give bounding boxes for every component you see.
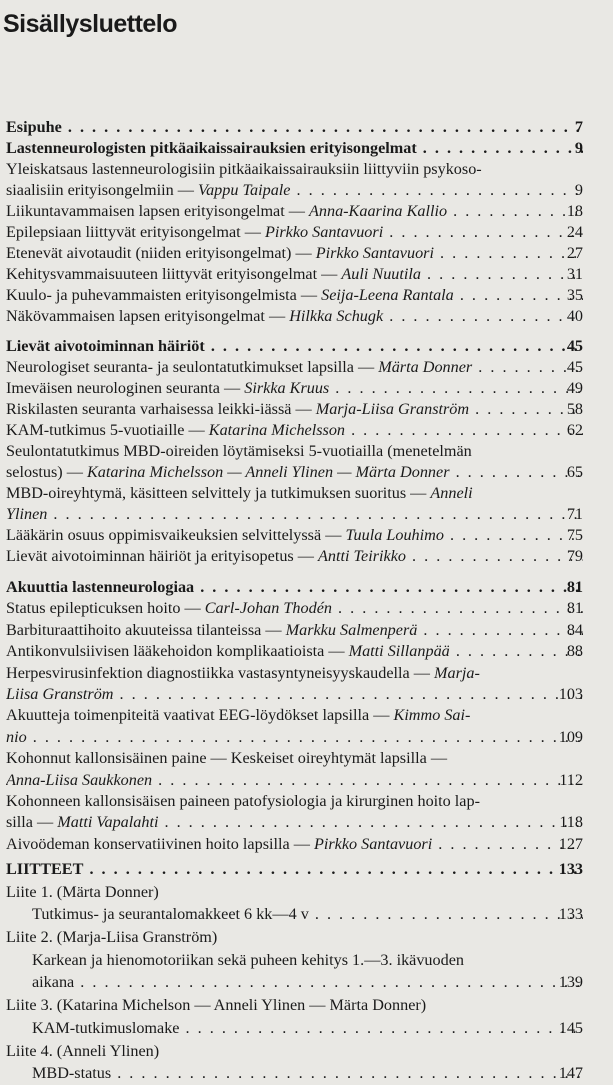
toc-entry [6,441,583,462]
toc-page-number: 7 [574,118,583,136]
toc-entry-author: Hilkka Schugk [289,307,384,325]
toc-entry [6,483,583,504]
toc-page-number: 45 [566,358,583,376]
toc-entry [6,1062,583,1085]
toc-entry-title: Liite 2. (Marja-Liisa Granström) [6,928,218,947]
toc-leader [27,728,583,746]
toc-entry [6,620,583,641]
toc-entry-author: Katarina Michelsson [208,421,346,439]
toc-page-number: 71 [566,505,583,523]
toc-entry-title: Etenevät aivotaudit (niiden erityisongelmat) — [6,244,316,262]
toc-entry-author: Marja- [434,663,480,682]
toc-entry-title: Näkövammaisen lapsen erityisongelmat — [6,307,290,325]
toc-page-number: 145 [558,1018,583,1037]
toc-entry [6,306,583,327]
toc-page-number: 88 [566,642,583,661]
toc-entry-author: Carl-Johan Thodén [204,599,332,618]
toc-entry-author: Tuula Louhimo [345,526,444,544]
toc-entry-title: Status epilepticuksen hoito — [6,599,205,618]
toc-section-lievat [6,336,583,567]
toc-entry-author: Antti Teirikko [318,547,406,565]
toc-entry-title: Riskilasten seuranta varhaisessa leikki-iässä — [6,400,316,418]
toc-entry-title: MBD-oireyhtymä, käsitteen selvittely ja tutkimuksen suoritus — [6,484,431,502]
toc-entry-author: Auli Nuutila [341,265,421,283]
toc-entry [6,180,583,201]
toc-entry [6,770,583,791]
toc-entry-author: Pirkko Santavuori [313,834,433,853]
toc-entry [6,357,583,378]
toc-entry [6,264,583,285]
toc-leader [179,1019,583,1037]
toc-entry [6,971,583,994]
toc-page-number: 62 [566,421,583,439]
toc-entry [6,705,583,726]
toc-page-number: 109 [558,727,583,746]
toc-section-esipuhe [6,117,583,327]
toc-entry-title: Lastenneurologisten pitkäaikaissairauksien erityisongelmat [6,139,417,157]
toc-entry [6,748,583,769]
page-title: Sisällysluettelo [3,10,178,38]
toc-entry [6,222,583,243]
toc-entry [6,138,583,159]
toc-section-liitteet [6,858,583,1085]
toc-page-number: 65 [566,463,583,481]
toc-entry-title: Lääkärin osuus oppimisvaikeuksien selvittelyssä — [6,526,346,544]
toc-entry [6,504,583,525]
toc-page-number: 118 [559,813,583,832]
toc-entry-title: KAM-tutkimuslomake [32,1018,180,1037]
toc-entry-author: Anna-Liisa Saukkonen [6,770,153,789]
toc-entry [6,285,583,306]
toc-page-number: 139 [558,973,583,992]
toc-entry-author: Kimmo Sai- [393,706,471,725]
toc-entry-title: Epilepsiaan liittyvät erityisongelmat — [6,223,265,241]
toc-entry-author: Marja-Liisa Granström [315,400,470,418]
toc-page-number: 40 [566,307,583,325]
toc-entry [6,684,583,705]
toc-page-number: 9 [574,139,583,157]
toc-leader [158,813,583,831]
toc-entry [6,201,583,222]
toc-entry-author: nio [6,727,27,746]
toc-entry-title: Karkean ja hienomotoriikan sekä puheen kehitys 1.—3. ikävuoden [32,950,464,969]
toc-entry-title: Barbituraattihoito akuuteissa tilanteissa — [6,620,286,639]
toc-entry [6,159,583,180]
toc-entry-title: aikana [32,973,75,992]
toc-entry-title: Neurologiset seuranta- ja seulontatutkimukset lapsilla — [6,358,379,376]
toc-entry [6,727,583,748]
toc-page-number: 45 [566,337,583,355]
toc-leader [111,1064,583,1082]
toc-page-number: 103 [558,684,583,703]
toc-page-number: 31 [566,265,583,283]
toc-entry-author: Liisa Granström [6,684,114,703]
toc-entry-author: Markku Salmenperä [285,620,418,639]
toc-entry-title: Kohonnut kallonsisäinen paine — Keskeiset oireyhtymät lapsilla — [6,749,448,768]
toc-entry [6,834,583,855]
toc-entry-author: Pirkko Santavuori [264,223,384,241]
toc-entry [6,462,583,483]
toc-page-number: 127 [558,834,583,853]
toc-page-number: 58 [566,400,583,418]
toc-entry [6,420,583,441]
toc-section-akuuttia [6,577,583,855]
toc-heading [6,336,583,357]
toc-entry [6,243,583,264]
toc-entry-title: Tutkimus- ja seurantalomakkeet 6 kk—4 v [32,905,309,924]
toc-heading-text: Lievät aivotoiminnan häiriöt [6,337,205,355]
toc-entry [6,378,583,399]
toc-entry-author: Ylinen [6,505,48,523]
toc-entry-title: Seulontatutkimus MBD-oireiden löytämiseksi 5-vuotiailla (menetelmän [6,442,472,460]
toc-page-number: 49 [566,379,583,397]
toc-entry-title: Liikuntavammaisen lapsen erityisongelmat — [6,202,309,220]
toc-leader [62,118,583,136]
toc-entry-title: Liite 3. (Katarina Michelson — Anneli Ylinen — Märta Donner) [6,996,427,1015]
toc-entry-author: Matti Sillanpää [348,642,450,661]
toc-leader [205,337,583,355]
toc-page-number: 18 [566,202,583,220]
toc-leader [74,973,583,991]
toc-entry-title: KAM-tutkimus 5-vuotiaille — [6,421,209,439]
toc-entry-title: Imeväisen neurologinen seuranta — [6,379,245,397]
toc-leader [114,685,584,703]
toc-entry-title: MBD-status [32,1064,112,1083]
toc-entry [6,663,583,684]
toc-entry [6,949,583,972]
toc-entry-author: Pirkko Santavuori [315,244,434,262]
toc-heading-text: Akuuttia lastenneurologiaa [6,578,195,596]
toc-entry [6,641,583,662]
toc-entry [6,881,583,904]
toc-entry-author: Katarina Michelsson — Anneli Ylinen — Märta Donner [86,463,450,481]
toc-entry [6,598,583,619]
toc-entry [6,546,583,567]
toc-page-number: 27 [566,244,583,262]
toc-entry [6,812,583,833]
toc-leader [194,578,583,596]
toc-heading [6,117,583,138]
toc-page-number: 75 [566,526,583,544]
toc-page-number: 133 [558,860,583,878]
toc-entry-title: selostus) — [6,463,87,481]
toc-entry [6,926,583,949]
toc-entry-author: Seija-Leena Rantala [321,286,454,304]
toc-heading-text: Esipuhe [6,118,62,136]
toc-entry [6,1017,583,1040]
toc-entry-author: Sirkka Kruus [244,379,330,397]
toc-entry-title: Liite 1. (Märta Donner) [6,882,159,901]
toc-page-number: 133 [558,905,583,924]
toc-entry-title: Antikonvulsiivisen lääkehoidon komplikaatioista — [6,642,349,661]
toc-page-number: 112 [559,770,583,789]
toc-page-number: 79 [566,547,583,565]
toc-entry-author: Anna-Kaarina Kallio [309,202,448,220]
toc-page-number: 84 [566,620,583,639]
toc-entry-author: Vappu Taipale [197,181,291,199]
toc-page-number: 147 [558,1064,583,1083]
toc-entry-title: silla — [6,813,58,832]
toc-entry-title: Aivoödeman konservatiivinen hoito lapsilla — [6,834,314,853]
toc-leader [152,771,583,789]
toc-entry-author: Matti Vapalahti [57,813,159,832]
toc-heading-text: LIITTEET [6,860,84,878]
toc-entry-title: siaalisiin erityisongelmiin — [6,181,198,199]
toc-entry [6,994,583,1017]
toc-page-number: 81 [566,578,583,596]
toc-entry [6,525,583,546]
toc-entry-title: Kehitysvammaisuuteen liittyvät erityisongelmat — [6,265,342,283]
toc-entry [6,1040,583,1063]
toc-entry-title: Kohonneen kallonsisäisen paineen patofysiologia ja kirurginen hoito lap- [6,791,480,810]
toc-leader [47,505,583,523]
toc-entry-title: Lievät aivotoiminnan häiriöt ja erityisopetus — [6,547,318,565]
toc-page-number: 24 [566,223,583,241]
toc-entry [6,903,583,926]
toc-entry-author: Märta Donner [378,358,473,376]
toc-page-number: 81 [566,599,583,618]
toc-heading [6,858,583,881]
toc-entry-title: Liite 4. (Anneli Ylinen) [6,1041,160,1060]
toc-page-number: 9 [574,181,583,199]
toc-entry-title: Yleiskatsaus lastenneurologisiin pitkäaikaissairauksiin liittyviin psykoso- [6,160,482,178]
toc-entry [6,791,583,812]
toc-leader [83,860,583,878]
toc-entry-title: Kuulo- ja puhevammaisten erityisongelmista — [6,286,322,304]
toc-entry [6,399,583,420]
toc-page-number: 35 [566,286,583,304]
toc-entry-title: Herpesvirusinfektion diagnostiikka vastasyntyneisyyskaudella — [6,663,434,682]
toc-heading [6,577,583,598]
toc-entry-title: Akuutteja toimenpiteitä vaativat EEG-löydökset lapsilla — [6,706,394,725]
toc-entry-author: Anneli [430,484,473,502]
